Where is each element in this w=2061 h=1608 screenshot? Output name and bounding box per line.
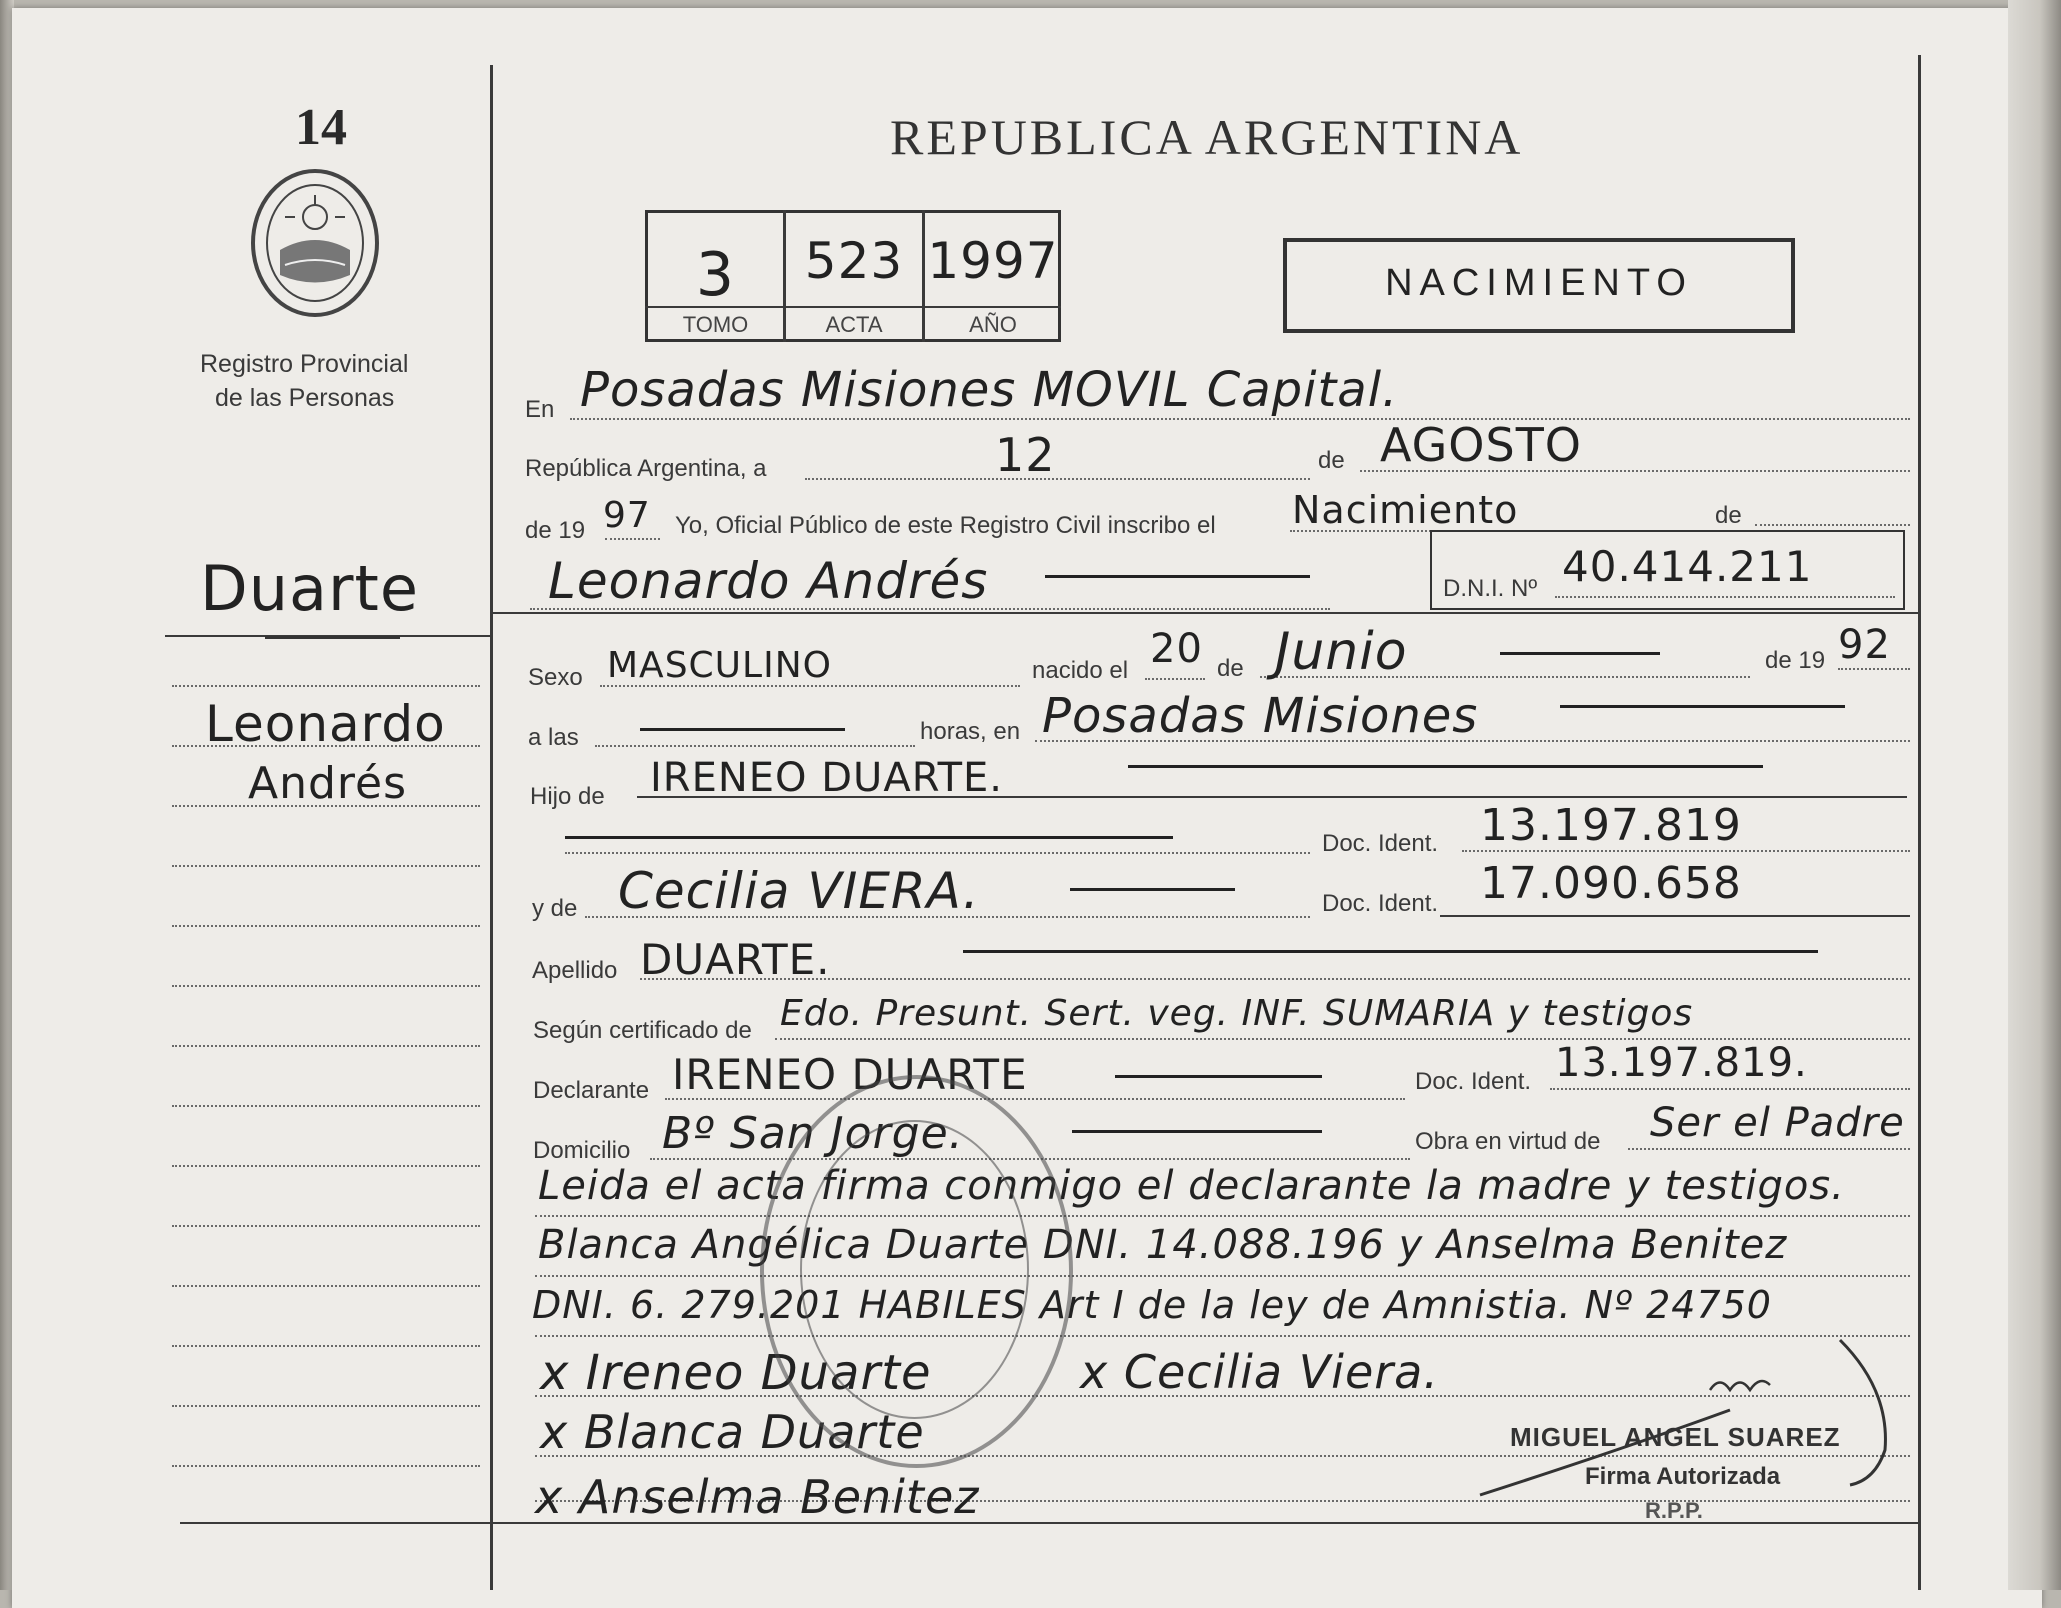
value-obs-line3: DNI. 6. 279.201 HABILES Art I de la ley de Amnistia. Nº 24750	[532, 1283, 1772, 1327]
margin-rule	[172, 1045, 480, 1047]
label-de-end: de	[1715, 502, 1742, 529]
label-de-month: de	[1318, 447, 1345, 474]
value-place: Posadas Misiones MOVIL Capital.	[580, 362, 1399, 418]
rule-obs-1	[535, 1215, 1910, 1217]
label-surname: Apellido	[532, 957, 618, 984]
acta-label: ACTA	[825, 312, 883, 337]
mother-filler-line	[1070, 888, 1235, 891]
value-birth-month: Junio	[1275, 622, 1408, 682]
declarant-filler-line	[1115, 1075, 1322, 1078]
label-mother-doc: Doc. Ident.	[1322, 890, 1439, 917]
margin-surname: Duarte	[200, 552, 419, 625]
acta-cell	[786, 210, 922, 340]
place-filler-line	[1560, 705, 1845, 708]
rule-by-virtue	[1628, 1148, 1910, 1150]
value-father-doc: 13.197.819	[1480, 800, 1742, 851]
registry-name-line1: Registro Provincial	[200, 350, 409, 378]
margin-rule	[172, 1285, 480, 1287]
label-birth-year: de 19	[1765, 647, 1826, 674]
label-hours-in: horas, en	[920, 718, 1021, 745]
page-edge-right	[2008, 0, 2061, 1590]
surname-underline	[265, 636, 400, 639]
label-sex: Sexo	[528, 664, 583, 691]
provincial-seal-icon	[245, 165, 385, 320]
signature-witness-1: x Blanca Duarte	[540, 1405, 925, 1459]
rule-surname	[640, 978, 1910, 980]
anio-value: 1997	[927, 232, 1059, 290]
value-obs-line1: Leida el acta firma conmigo el declarante la madre y testigos.	[538, 1163, 1845, 1209]
margin-rule	[172, 1105, 480, 1107]
value-father: IRENEO DUARTE.	[650, 755, 1004, 801]
signature-witness-2: x Anselma Benitez	[535, 1470, 980, 1524]
right-border	[1918, 55, 1921, 1590]
anio-label: AÑO	[969, 312, 1017, 337]
tomo-label: TOMO	[682, 312, 749, 337]
margin-rule	[172, 865, 480, 867]
rule-father-2	[565, 852, 1310, 854]
margin-rule	[172, 1405, 480, 1407]
label-en: En	[525, 396, 555, 423]
label-de-year: de 19	[525, 517, 586, 544]
value-surname: DUARTE.	[640, 935, 831, 984]
label-born-on: nacido el	[1032, 657, 1129, 684]
label-by-virtue: Obra en virtud de	[1415, 1128, 1601, 1155]
margin-rule	[172, 925, 480, 927]
label-son-of: Hijo de	[530, 783, 605, 810]
value-year: 97	[603, 495, 651, 536]
value-obs-line2: Blanca Angélica Duarte DNI. 14.088.196 y Anselma Benitez	[538, 1222, 1788, 1268]
signature-father: x Ireneo Duarte	[540, 1345, 932, 1401]
value-mother-doc: 17.090.658	[1480, 858, 1742, 909]
rule-obs-2	[535, 1275, 1910, 1277]
rule-declarant-doc	[1550, 1088, 1910, 1090]
margin-rule	[172, 1465, 480, 1467]
label-address: Domicilio	[533, 1137, 631, 1164]
registry-name-line2: de las Personas	[215, 384, 395, 412]
label-at: a las	[528, 724, 579, 751]
margin-rule	[172, 745, 480, 747]
rule-year	[605, 538, 660, 540]
label-birth-de: de	[1217, 655, 1244, 682]
label-yo-oficial: Yo, Oficial Público de este Registro Civil inscribo el	[675, 512, 1216, 539]
value-declarant-doc: 13.197.819.	[1555, 1040, 1808, 1086]
rule-birth-day	[1145, 678, 1205, 680]
name-filler-line	[1045, 575, 1310, 578]
hour-filler-line	[640, 728, 845, 731]
label-dni: D.N.I. Nº	[1443, 575, 1538, 602]
value-act-type: Nacimiento	[1292, 488, 1519, 532]
label-certificate: Según certificado de	[533, 1017, 752, 1044]
label-and-of: y de	[532, 895, 578, 922]
country-title: REPUBLICA ARGENTINA	[890, 109, 1524, 165]
rule-de-end	[1755, 524, 1910, 526]
value-by-virtue: Ser el Padre	[1650, 1100, 1905, 1146]
act-type-title: NACIMIENTO	[1385, 262, 1693, 304]
label-declarant-doc: Doc. Ident.	[1415, 1068, 1532, 1095]
rule-birth-year	[1838, 668, 1910, 670]
father-line-2	[565, 836, 1173, 839]
official-round-stamp-inner	[800, 1120, 1029, 1419]
official-name: MIGUEL ANGEL SUAREZ	[1510, 1422, 1841, 1452]
value-birth-year: 92	[1838, 622, 1891, 668]
value-day: 12	[995, 428, 1056, 482]
surname-filler-line	[963, 950, 1818, 953]
folio-number: 14	[295, 99, 347, 156]
anio-cell	[925, 210, 1061, 340]
label-republica-a: República Argentina, a	[525, 455, 767, 482]
rule-mother-doc	[1440, 915, 1910, 917]
signature-mother: x Cecilia Viera.	[1080, 1345, 1439, 1399]
section-divider	[493, 612, 1918, 614]
value-sex: MASCULINO	[607, 645, 832, 686]
margin-rule	[172, 805, 480, 807]
tomo-cell	[648, 210, 783, 340]
value-birth-day: 20	[1150, 626, 1203, 672]
label-father-doc: Doc. Ident.	[1322, 830, 1439, 857]
acta-value: 523	[804, 232, 904, 290]
value-dni: 40.414.211	[1562, 542, 1813, 591]
margin-given-name-2: Andrés	[248, 758, 408, 809]
rule-en	[570, 418, 1910, 420]
value-certificate: Edo. Presunt. Sert. veg. INF. SUMARIA y testigos	[780, 993, 1694, 1034]
value-address: Bº San Jorge.	[662, 1108, 964, 1159]
tomo-value: 3	[695, 240, 736, 310]
rule-hour	[595, 745, 915, 747]
margin-rule	[172, 1345, 480, 1347]
value-month: AGOSTO	[1380, 418, 1583, 472]
margin-rule	[172, 985, 480, 987]
margin-rule	[172, 1165, 480, 1167]
margin-given-name-1: Leonardo	[205, 695, 446, 753]
column-divider	[490, 65, 493, 1590]
margin-rule	[172, 1225, 480, 1227]
rule-day	[805, 478, 1310, 480]
value-child-name: Leonardo Andrés	[548, 552, 989, 610]
label-declarant: Declarante	[533, 1077, 650, 1104]
value-declarant: IRENEO DUARTE	[672, 1050, 1028, 1099]
father-filler-line	[1128, 765, 1763, 768]
birth-filler-line	[1500, 652, 1660, 655]
official-org: R.P.P.	[1645, 1498, 1703, 1523]
margin-rule	[172, 685, 480, 687]
official-title: Firma Autorizada	[1585, 1463, 1781, 1490]
address-filler-line	[1072, 1130, 1322, 1133]
value-mother: Cecilia VIERA.	[618, 862, 980, 920]
value-birth-place: Posadas Misiones	[1042, 688, 1479, 744]
rule-dni	[1555, 596, 1895, 598]
official-signature-stroke-icon	[1470, 1330, 1900, 1510]
